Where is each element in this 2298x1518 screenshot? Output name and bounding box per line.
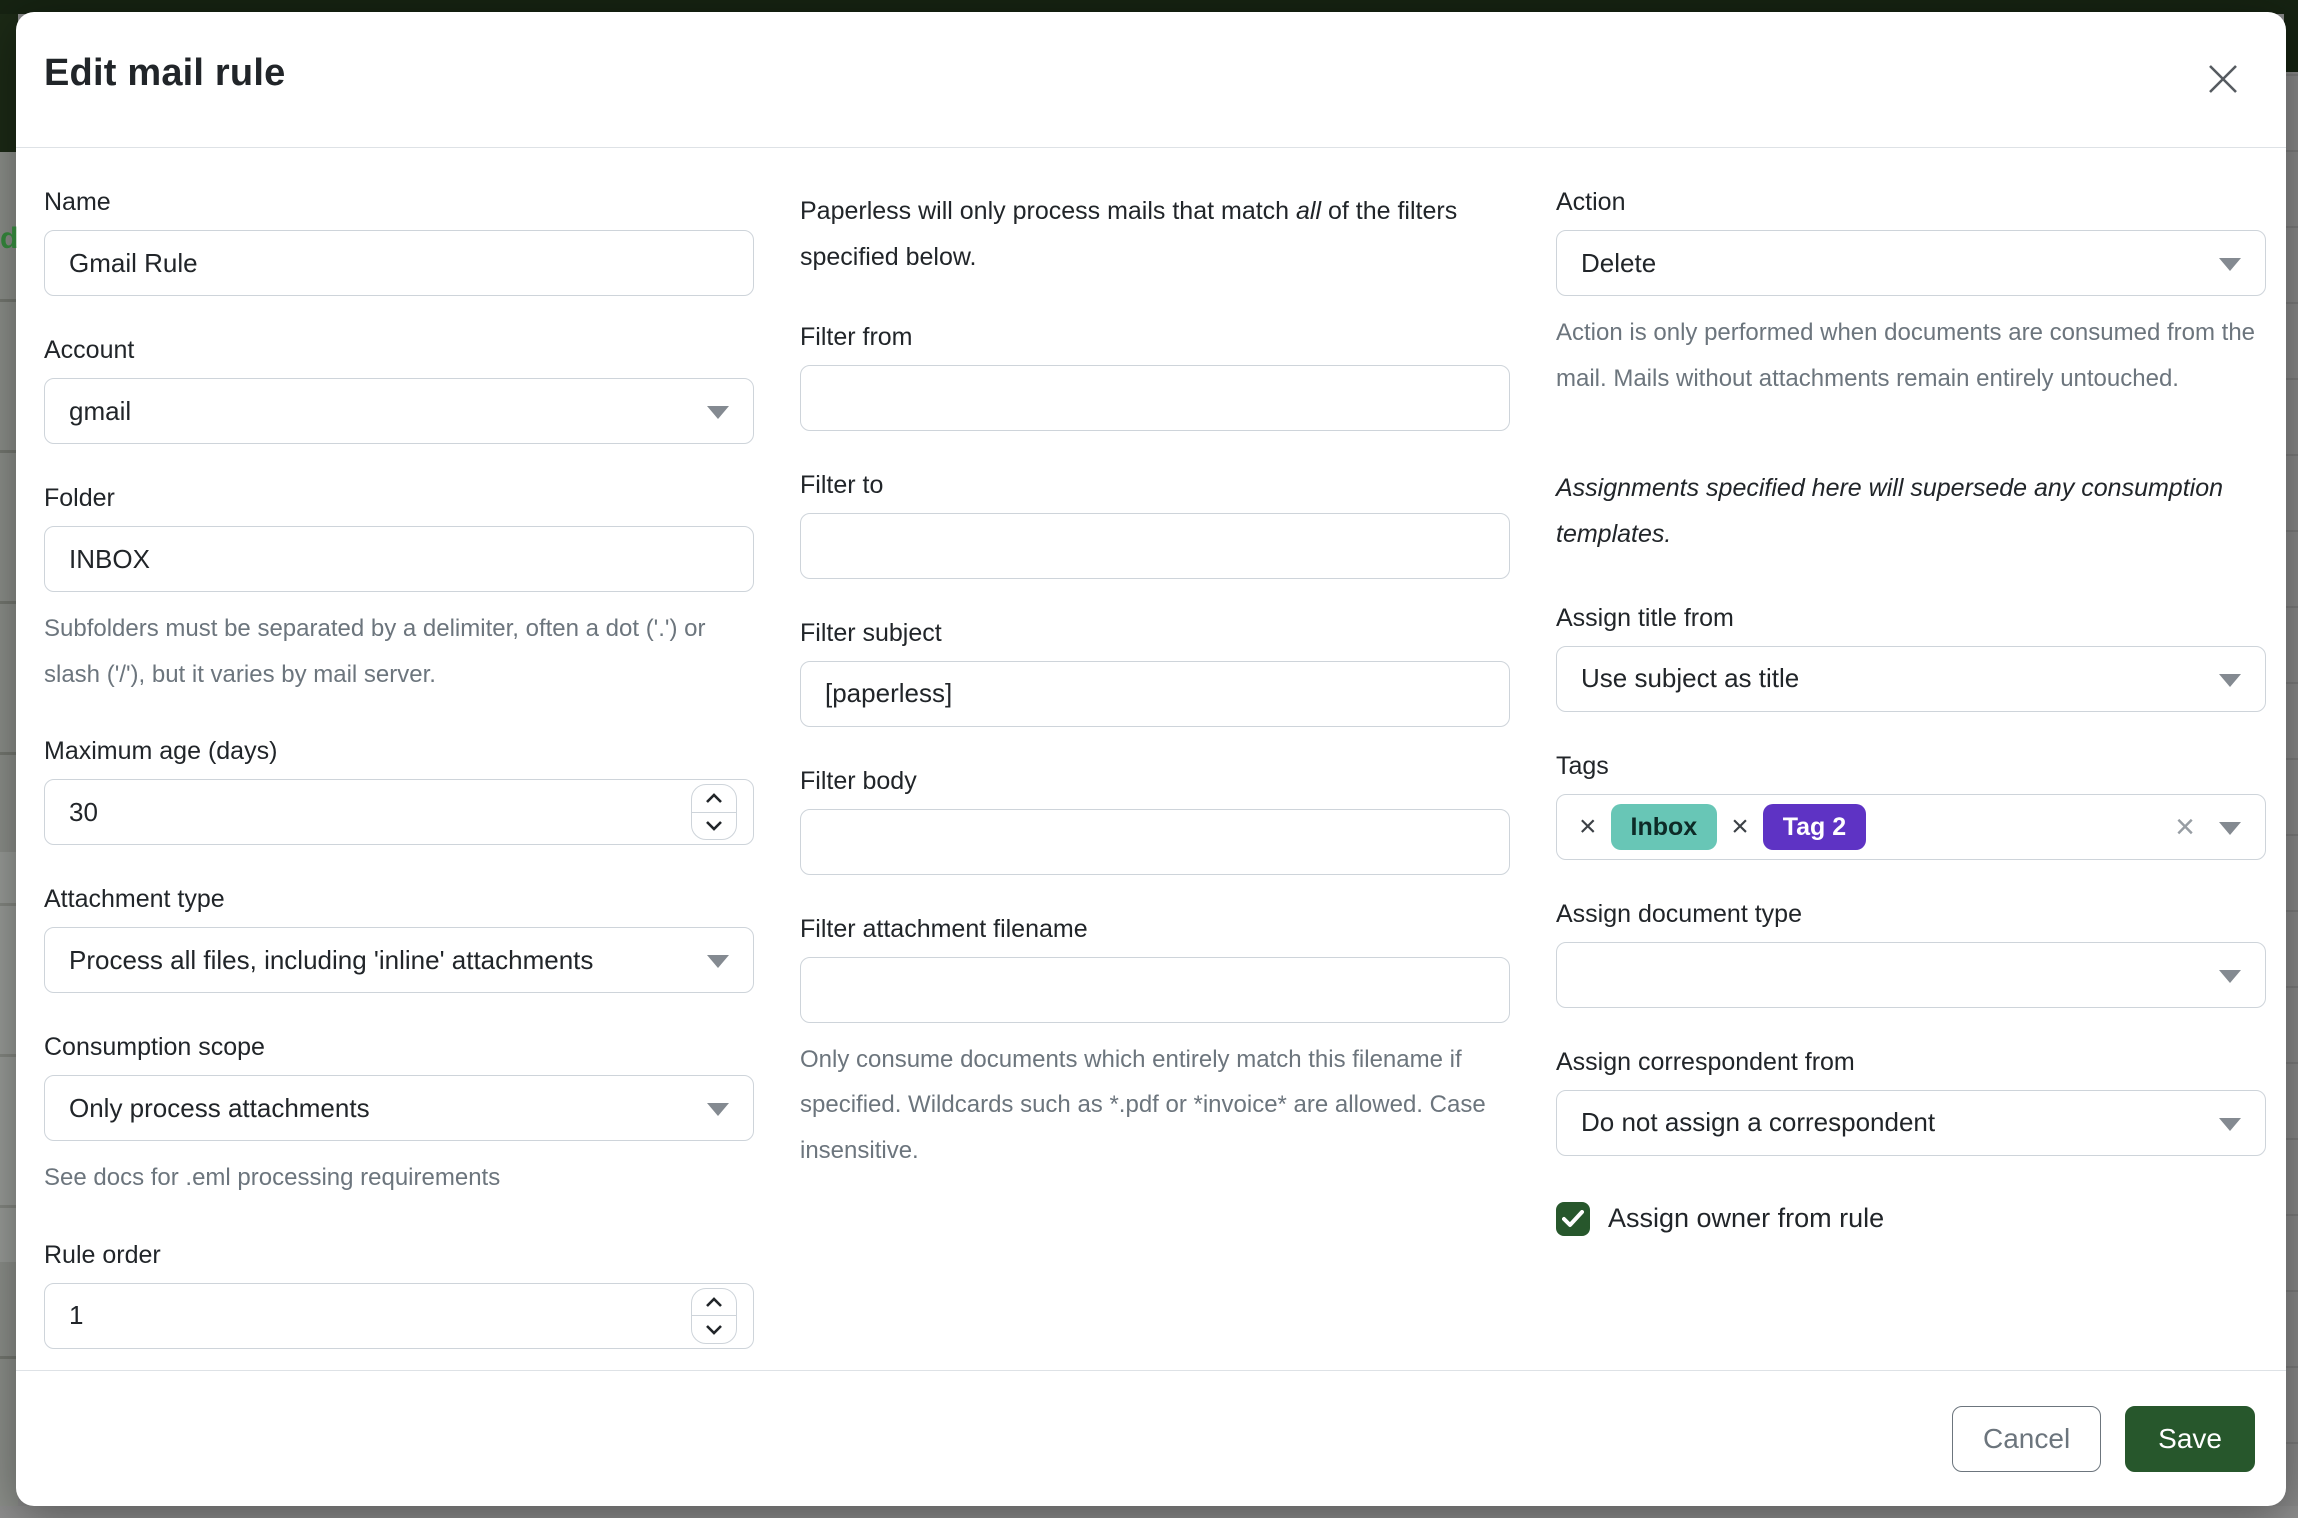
tag-item	[1579, 804, 1717, 850]
action-label: Action	[1556, 188, 1626, 216]
filter-filename-input[interactable]	[800, 957, 1510, 1023]
assign-correspondent-select[interactable]	[1556, 1090, 2266, 1156]
rule-order-stepper[interactable]	[691, 1288, 737, 1344]
tags-clear-icon[interactable]: ×	[2175, 807, 2195, 846]
max-age-stepper[interactable]	[691, 784, 737, 840]
edit-mail-rule-dialog	[16, 12, 2286, 1506]
assign-owner-label: Assign owner from rule	[1608, 1203, 1885, 1234]
filters-intro: Paperless will only process mails that match all of the filters specified below.	[800, 197, 1458, 272]
folder-help: Subfolders must be separated by a delimiter, often a dot ('.') or slash ('/'), but it varies by mail server.	[44, 615, 706, 688]
filter-subject-label: Filter subject	[800, 618, 942, 647]
tags-label: Tags	[1556, 751, 1609, 780]
tag-remove-icon[interactable]: ×	[1579, 809, 1597, 843]
name-input[interactable]	[44, 230, 754, 296]
filter-from-label: Filter from	[800, 322, 913, 351]
tag-remove-icon[interactable]: ×	[1731, 809, 1749, 843]
filter-body-input[interactable]	[800, 809, 1510, 875]
assign-doctype-label: Assign document type	[1556, 899, 1802, 928]
spinner-down-icon[interactable]	[692, 813, 736, 840]
max-age-input[interactable]	[45, 780, 753, 844]
backdrop-right-strip	[2284, 0, 2298, 1518]
attachment-type-select[interactable]	[44, 927, 754, 993]
assignments-note: Assignments specified here will supersede any consumption templates.	[1556, 474, 2224, 549]
chevron-down-icon	[2219, 970, 2241, 983]
folder-input[interactable]	[44, 526, 754, 592]
chevron-down-icon	[2219, 674, 2241, 687]
filter-to-label: Filter to	[800, 470, 884, 499]
spinner-up-icon[interactable]	[692, 1289, 736, 1317]
rule-order-label: Rule order	[44, 1240, 161, 1269]
attachment-type-label: Attachment type	[44, 885, 225, 914]
assign-title-select[interactable]	[1556, 646, 2266, 712]
rule-order-input[interactable]	[45, 1284, 753, 1348]
tags-list	[1579, 804, 1880, 850]
filter-to-input[interactable]	[800, 513, 1510, 579]
assign-owner-checkbox[interactable]	[1556, 1202, 1590, 1236]
tag-badge: Inbox	[1611, 804, 1718, 850]
tags-multiselect[interactable]	[1556, 794, 2266, 860]
spinner-up-icon[interactable]	[692, 785, 736, 813]
max-age-label: Maximum age (days)	[44, 737, 278, 766]
save-button[interactable]: Save	[2125, 1406, 2255, 1472]
consumption-scope-label: Consumption scope	[44, 1033, 265, 1062]
column-filters	[800, 188, 1510, 1370]
account-select[interactable]	[44, 378, 754, 444]
assign-title-value: Use subject as title	[1581, 663, 1800, 694]
tag-badge: Tag 2	[1763, 804, 1866, 850]
account-label: Account	[44, 336, 135, 364]
cancel-button[interactable]: Cancel	[1952, 1406, 2101, 1472]
filter-filename-help: Only consume documents which entirely match this filename if specified. Wildcards such as *.pdf or *invoice* are allowed. Case insensitive.	[800, 1045, 1486, 1164]
assign-title-label: Assign title from	[1556, 603, 1734, 632]
column-general	[44, 188, 754, 1370]
assign-owner-row	[1556, 1202, 2266, 1236]
column-actions	[1556, 188, 2266, 1370]
backdrop-partial-text: d	[0, 222, 18, 255]
filter-filename-label: Filter attachment filename	[800, 914, 1088, 943]
chevron-down-icon	[2219, 822, 2241, 835]
chevron-down-icon	[2219, 258, 2241, 271]
dialog-footer	[16, 1370, 2286, 1506]
dialog-header	[16, 12, 2286, 148]
filter-body-label: Filter body	[800, 766, 917, 795]
consumption-scope-select[interactable]	[44, 1075, 754, 1141]
assign-doctype-select[interactable]	[1556, 942, 2266, 1008]
account-value: gmail	[69, 395, 132, 426]
filter-from-input[interactable]	[800, 365, 1510, 431]
assign-correspondent-value: Do not assign a correspondent	[1581, 1107, 1936, 1138]
folder-label: Folder	[44, 484, 115, 512]
close-icon[interactable]	[2200, 56, 2246, 102]
name-label: Name	[44, 188, 111, 216]
action-value: Delete	[1581, 247, 1657, 278]
spinner-down-icon[interactable]	[692, 1316, 736, 1343]
page-title: Edit mail rule	[44, 52, 286, 94]
action-help: Action is only performed when documents are consumed from the mail. Mails without attachments remain entirely untouched.	[1556, 319, 2256, 392]
filter-subject-input[interactable]	[800, 661, 1510, 727]
attachment-type-value: Process all files, including 'inline' attachments	[69, 944, 594, 975]
chevron-down-icon	[707, 1103, 729, 1116]
chevron-down-icon	[2219, 1118, 2241, 1131]
chevron-down-icon	[707, 406, 729, 419]
action-select[interactable]	[1556, 230, 2266, 296]
consumption-scope-value: Only process attachments	[69, 1092, 370, 1123]
chevron-down-icon	[707, 955, 729, 968]
tag-item	[1731, 804, 1866, 850]
backdrop-bottom-strip	[0, 1506, 2298, 1518]
consumption-scope-help: See docs for .eml processing requirements	[44, 1164, 501, 1192]
dialog-body	[16, 148, 2286, 1370]
assign-correspondent-label: Assign correspondent from	[1556, 1047, 1855, 1076]
